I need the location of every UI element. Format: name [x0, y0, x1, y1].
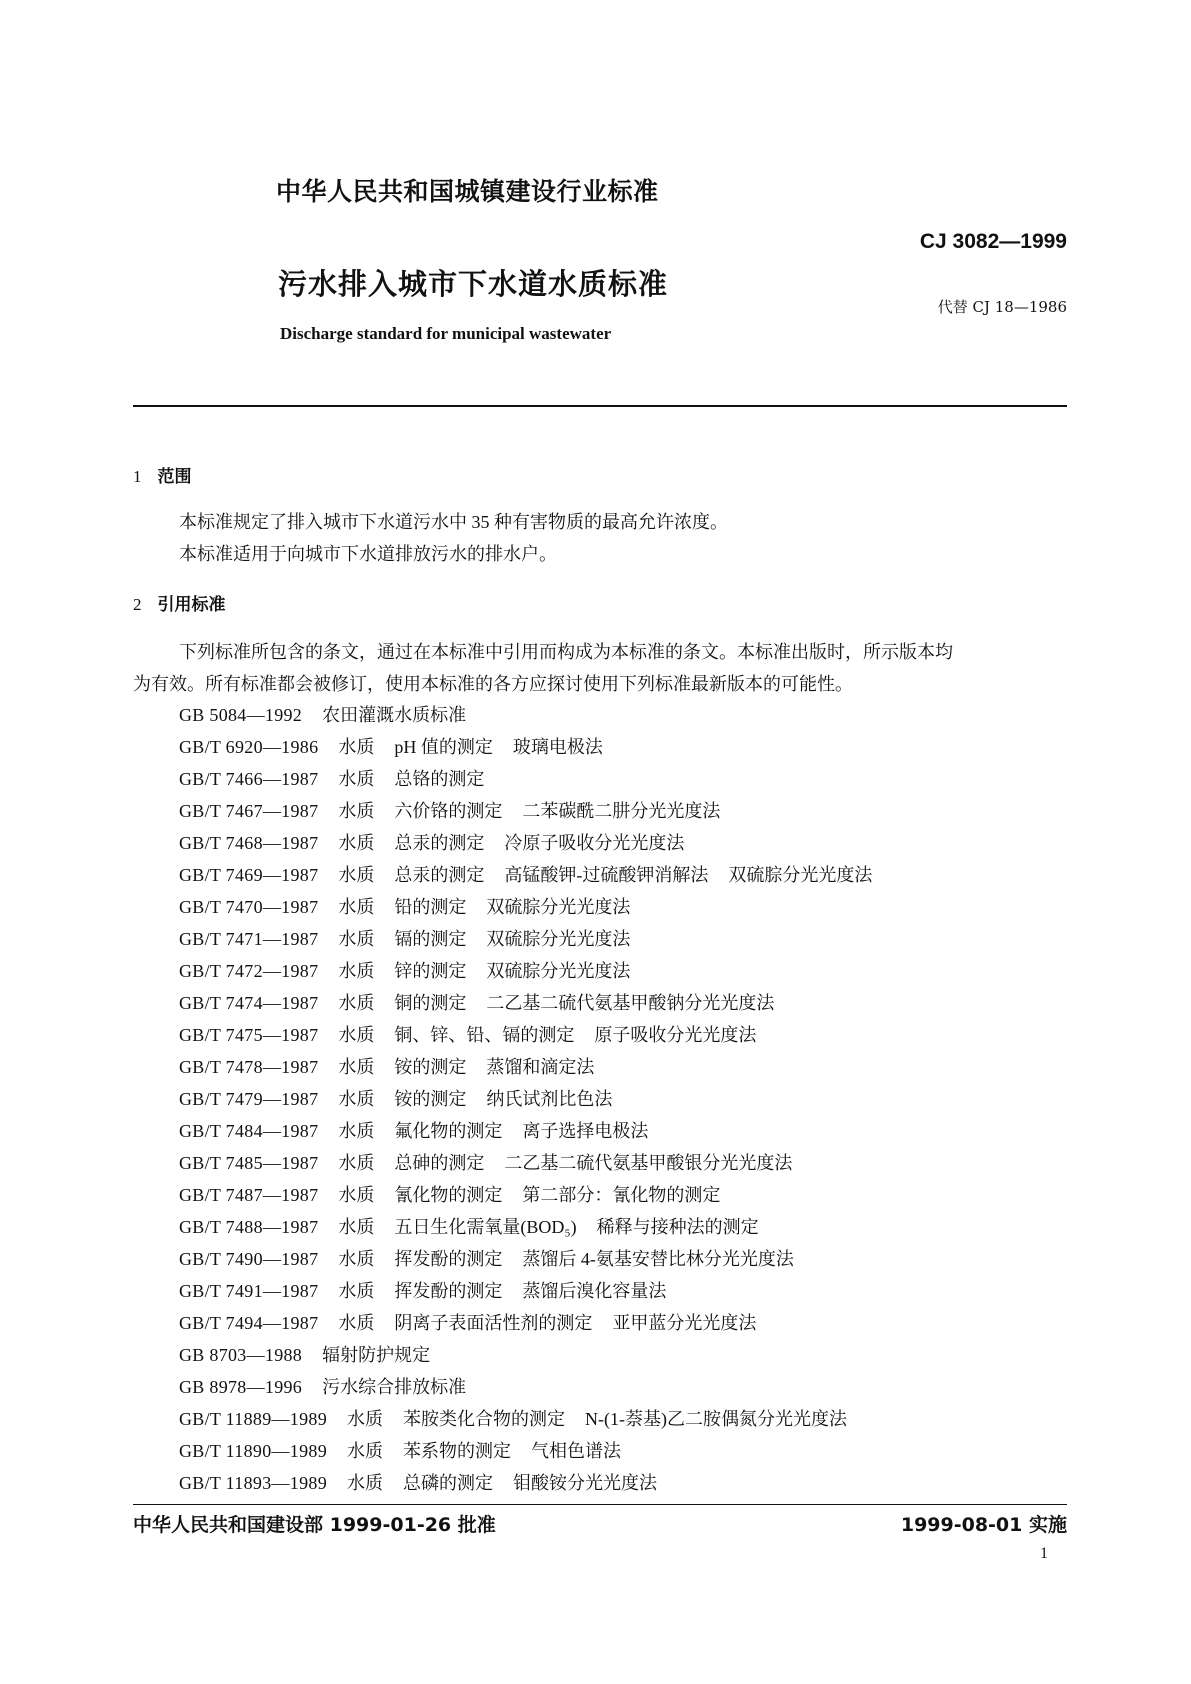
reference-code: GB/T 7478—1987: [179, 1057, 319, 1077]
reference-item: [179, 831, 872, 863]
reference-text: 水质: [338, 1313, 375, 1333]
reference-text: 水质: [338, 897, 375, 917]
reference-text: 原子吸收分光光度法: [594, 1025, 757, 1045]
reference-text: 挥发酚的测定: [394, 1281, 503, 1301]
reference-item: [179, 1375, 872, 1407]
reference-item: [179, 767, 872, 799]
reference-text: 铅的测定: [394, 897, 467, 917]
reference-item: [179, 1439, 872, 1471]
reference-text: 阴离子表面活性剂的测定: [394, 1313, 593, 1333]
reference-item: [179, 799, 872, 831]
section-1-heading: [133, 462, 192, 487]
reference-code: GB/T 7490—1987: [179, 1249, 319, 1269]
reference-item: [179, 927, 872, 959]
reference-text: 铵的测定: [394, 1057, 467, 1077]
reference-code: GB/T 7467—1987: [179, 801, 319, 821]
reference-code: GB/T 7487—1987: [179, 1185, 319, 1205]
reference-code: GB/T 7471—1987: [179, 929, 319, 949]
section-2-heading: [133, 590, 226, 615]
reference-text: 农田灌溉水质标准: [322, 705, 467, 725]
reference-text: 二苯碳酰二肼分光光度法: [522, 801, 721, 821]
reference-text: 二乙基二硫代氨基甲酸银分光光度法: [504, 1153, 793, 1173]
paragraph: 下列标准所包含的条文，通过在本标准中引用而构成为本标准的条文。本标准出版时，所示版本均: [179, 642, 953, 662]
reference-text: 纳氏试剂比色法: [486, 1089, 613, 1109]
reference-code: GB/T 7468—1987: [179, 833, 319, 853]
reference-list: [179, 703, 872, 1503]
reference-text: 第二部分：氰化物的测定: [522, 1185, 721, 1205]
reference-item: [179, 1119, 872, 1151]
reference-text: 苯系物的测定: [403, 1441, 512, 1461]
reference-text: 总铬的测定: [394, 769, 485, 789]
reference-text: 水质: [338, 1057, 375, 1077]
reference-item: [179, 1407, 872, 1439]
reference-item: [179, 1151, 872, 1183]
approval-date: 中华人民共和国建设部 1999-01-26 批准: [133, 1514, 496, 1536]
footer-divider: [133, 1504, 1067, 1505]
reference-text: 蒸馏后 4-氨基安替比林分光光度法: [522, 1249, 794, 1269]
reference-text: 水质: [338, 1089, 375, 1109]
reference-text: 挥发酚的测定: [394, 1249, 503, 1269]
reference-text: 总磷的测定: [403, 1473, 494, 1493]
section-number: 2: [133, 595, 142, 614]
reference-code: GB 8978—1996: [179, 1377, 303, 1397]
reference-text: 双硫腙分光光度法: [728, 865, 873, 885]
reference-code: GB/T 6920—1986: [179, 737, 319, 757]
reference-text: 污水综合排放标准: [322, 1377, 467, 1397]
reference-text: 水质: [338, 1281, 375, 1301]
reference-text: 蒸馏和滴定法: [486, 1057, 595, 1077]
reference-code: GB/T 7474—1987: [179, 993, 319, 1013]
section-number: 1: [133, 467, 142, 486]
standard-code: CJ 3082—1999: [919, 230, 1067, 253]
document-title: 污水排入城市下水道水质标准: [278, 267, 669, 301]
reference-item: [179, 1087, 872, 1119]
reference-text: 双硫腙分光光度法: [486, 929, 631, 949]
reference-text: 水质: [338, 993, 375, 1013]
reference-text: 水质: [347, 1409, 384, 1429]
reference-text: 总汞的测定: [394, 865, 485, 885]
header-divider: [133, 405, 1067, 407]
reference-text: 铜的测定: [394, 993, 467, 1013]
reference-text: 六价铬的测定: [394, 801, 503, 821]
reference-item: [179, 895, 872, 927]
reference-text: 玻璃电极法: [512, 737, 603, 757]
reference-code: GB/T 11889—1989: [179, 1409, 328, 1429]
reference-text: 水质: [347, 1441, 384, 1461]
reference-item: [179, 1247, 872, 1279]
reference-code: GB/T 7485—1987: [179, 1153, 319, 1173]
reference-item: [179, 1183, 872, 1215]
reference-item: [179, 735, 872, 767]
reference-code: GB/T 7484—1987: [179, 1121, 319, 1141]
reference-item: [179, 991, 872, 1023]
reference-text: 水质: [347, 1473, 384, 1493]
reference-text: 水质: [338, 769, 375, 789]
reference-code: GB/T 11890—1989: [179, 1441, 328, 1461]
reference-code: GB/T 7494—1987: [179, 1313, 319, 1333]
reference-item: [179, 1215, 872, 1247]
reference-text: 水质: [338, 929, 375, 949]
reference-text: pH 值的测定: [394, 737, 493, 757]
reference-code: GB/T 7488—1987: [179, 1217, 319, 1237]
section-title: 范围: [157, 467, 192, 487]
reference-text: 苯胺类化合物的测定: [403, 1409, 566, 1429]
reference-item: [179, 1471, 872, 1503]
reference-code: GB/T 7479—1987: [179, 1089, 319, 1109]
reference-text: 冷原子吸收分光光度法: [504, 833, 685, 853]
reference-code: GB/T 7491—1987: [179, 1281, 319, 1301]
reference-item: [179, 863, 872, 895]
reference-text: 双硫腙分光光度法: [486, 961, 631, 981]
reference-text: 水质: [338, 961, 375, 981]
reference-code: GB 8703—1988: [179, 1345, 303, 1365]
paragraph: 本标准规定了排入城市下水道污水中 35 种有害物质的最高允许浓度。: [179, 512, 728, 532]
reference-text: 锌的测定: [394, 961, 467, 981]
reference-item: [179, 959, 872, 991]
reference-text: 水质: [338, 1249, 375, 1269]
reference-code: GB/T 7470—1987: [179, 897, 319, 917]
reference-text: 亚甲蓝分光光度法: [612, 1313, 757, 1333]
reference-text: 辐射防护规定: [322, 1345, 431, 1365]
reference-item: [179, 1343, 872, 1375]
reference-item: [179, 1311, 872, 1343]
reference-code: GB 5084—1992: [179, 705, 303, 725]
reference-item: [179, 1023, 872, 1055]
reference-text: 双硫腙分光光度法: [486, 897, 631, 917]
reference-text: 离子选择电极法: [522, 1121, 649, 1141]
reference-text: 镉的测定: [394, 929, 467, 949]
reference-text: 铜、锌、铅、镉的测定: [394, 1025, 575, 1045]
reference-item: [179, 1279, 872, 1311]
reference-text: 蒸馏后溴化容量法: [522, 1281, 667, 1301]
reference-text: 水质: [338, 833, 375, 853]
reference-text: 高锰酸钾-过硫酸钾消解法: [504, 865, 709, 885]
reference-text: 铵的测定: [394, 1089, 467, 1109]
reference-text: 氰化物的测定: [394, 1185, 503, 1205]
reference-text: 水质: [338, 737, 375, 757]
reference-code: GB/T 7472—1987: [179, 961, 319, 981]
reference-text: 五日生化需氧量(BOD₅): [394, 1217, 577, 1237]
implementation-date: 1999-08-01 实施: [900, 1514, 1067, 1536]
reference-text: N-(1-萘基)乙二胺偶氮分光光度法: [585, 1409, 847, 1429]
reference-text: 水质: [338, 1121, 375, 1141]
reference-text: 水质: [338, 801, 375, 821]
paragraph: 为有效。所有标准都会被修订，使用本标准的各方应探讨使用下列标准最新版本的可能性。: [133, 674, 853, 694]
reference-text: 水质: [338, 1217, 375, 1237]
replaces-standard: 代替 CJ 18—1986: [937, 298, 1067, 316]
reference-text: 气相色谱法: [531, 1441, 622, 1461]
reference-text: 水质: [338, 1185, 375, 1205]
reference-code: GB/T 11893—1989: [179, 1473, 328, 1493]
reference-text: 水质: [338, 1153, 375, 1173]
reference-text: 钼酸铵分光光度法: [513, 1473, 658, 1493]
reference-code: GB/T 7475—1987: [179, 1025, 319, 1045]
reference-item: [179, 703, 872, 735]
section-title: 引用标准: [157, 595, 226, 615]
reference-text: 水质: [338, 1025, 375, 1045]
english-title: Discharge standard for municipal wastewater: [280, 324, 612, 343]
reference-text: 氟化物的测定: [394, 1121, 503, 1141]
reference-code: GB/T 7469—1987: [179, 865, 319, 885]
reference-text: 水质: [338, 865, 375, 885]
page-number: 1: [1040, 1545, 1048, 1562]
reference-item: [179, 1055, 872, 1087]
reference-text: 总汞的测定: [394, 833, 485, 853]
reference-text: 二乙基二硫代氨基甲酸钠分光光度法: [486, 993, 775, 1013]
issuing-organization: 中华人民共和国城镇建设行业标准: [276, 177, 659, 206]
reference-code: GB/T 7466—1987: [179, 769, 319, 789]
reference-text: 稀释与接种法的测定: [596, 1217, 759, 1237]
paragraph: 本标准适用于向城市下水道排放污水的排水户。: [179, 544, 557, 564]
reference-text: 总砷的测定: [394, 1153, 485, 1173]
